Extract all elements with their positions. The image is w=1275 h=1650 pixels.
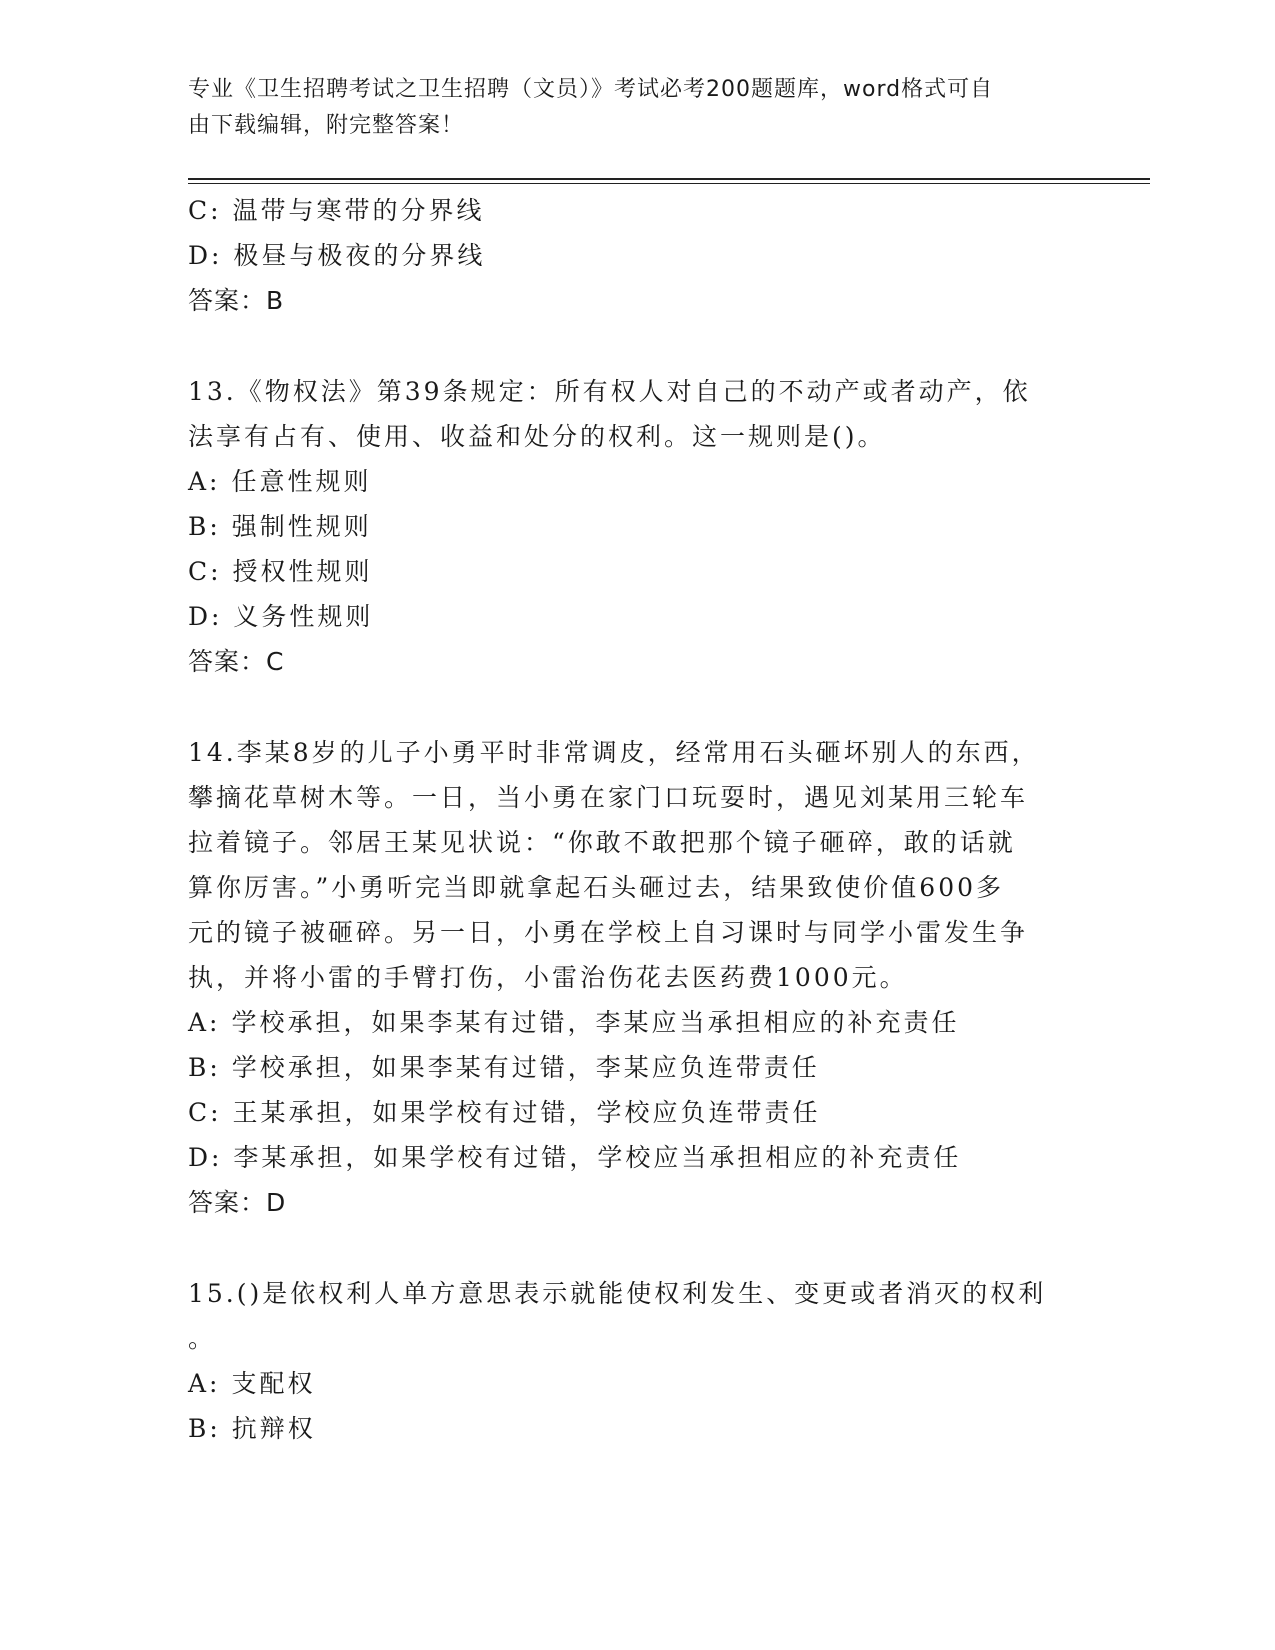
option-c: C: 温带与寒带的分界线 [188,196,485,225]
question-15 [188,1271,1088,1451]
question-stem-line: 15.()是依权利人单方意思表示就能使权利发生、变更或者消灭的权利 [188,1279,1047,1308]
header-line-1: 专业《卫生招聘考试之卫生招聘（文员）》考试必考200题题库，word格式可自 [188,77,994,102]
question-stem-line: 元的镜子被砸碎。另一日，小勇在学校上自习课时与同学小雷发生争 [188,918,1029,947]
question-13 [188,369,1088,684]
header-line-2: 由下载编辑，附完整答案！ [188,113,465,138]
question-stem-line: 14.李某8岁的儿子小勇平时非常调皮，经常用石头砸坏别人的东西， [188,738,1040,767]
answer-line: 答案：C [188,647,285,676]
question-stem-line: 算你厉害。”小勇听完当即就拿起石头砸过去，结果致使价值600多 [188,873,1005,902]
question-14 [188,730,1088,1225]
question-stem-line: 。 [188,1324,217,1353]
document-header [188,72,1068,144]
option-b: B: 学校承担，如果李某有过错，李某应负连带责任 [188,1053,820,1082]
answer-line: 答案：D [188,1188,287,1217]
question-stem-line: 拉着镜子。邻居王某见状说：“你敢不敢把那个镜子砸碎，敢的话就 [188,828,1016,857]
option-a: A: 任意性规则 [188,467,372,496]
option-a: A: 支配权 [188,1369,316,1398]
option-d: D: 李某承担，如果学校有过错，学校应当承担相应的补充责任 [188,1143,962,1172]
header-rule-thin [188,183,1150,184]
question-stem-line: 13.《物权法》第39条规定：所有权人对自己的不动产或者动产，依 [188,377,1031,406]
option-c: C: 王某承担，如果学校有过错，学校应负连带责任 [188,1098,821,1127]
option-b: B: 抗辩权 [188,1414,316,1443]
option-a: A: 学校承担，如果李某有过错，李某应当承担相应的补充责任 [188,1008,960,1037]
question-stem-line: 执，并将小雷的手臂打伤，小雷治伤花去医药费1000元。 [188,963,908,992]
question-content [188,188,1088,1451]
option-d: D: 极昼与极夜的分界线 [188,241,486,270]
header-rule-thick [188,178,1150,180]
question-stem-line: 攀摘花草树木等。一日，当小勇在家门口玩耍时，遇见刘某用三轮车 [188,783,1029,812]
question-stem-line: 法享有占有、使用、收益和处分的权利。这一规则是()。 [188,422,886,451]
prev-question [188,188,1088,323]
option-d: D: 义务性规则 [188,602,374,631]
option-c: C: 授权性规则 [188,557,373,586]
answer-line: 答案：B [188,286,285,315]
option-b: B: 强制性规则 [188,512,372,541]
